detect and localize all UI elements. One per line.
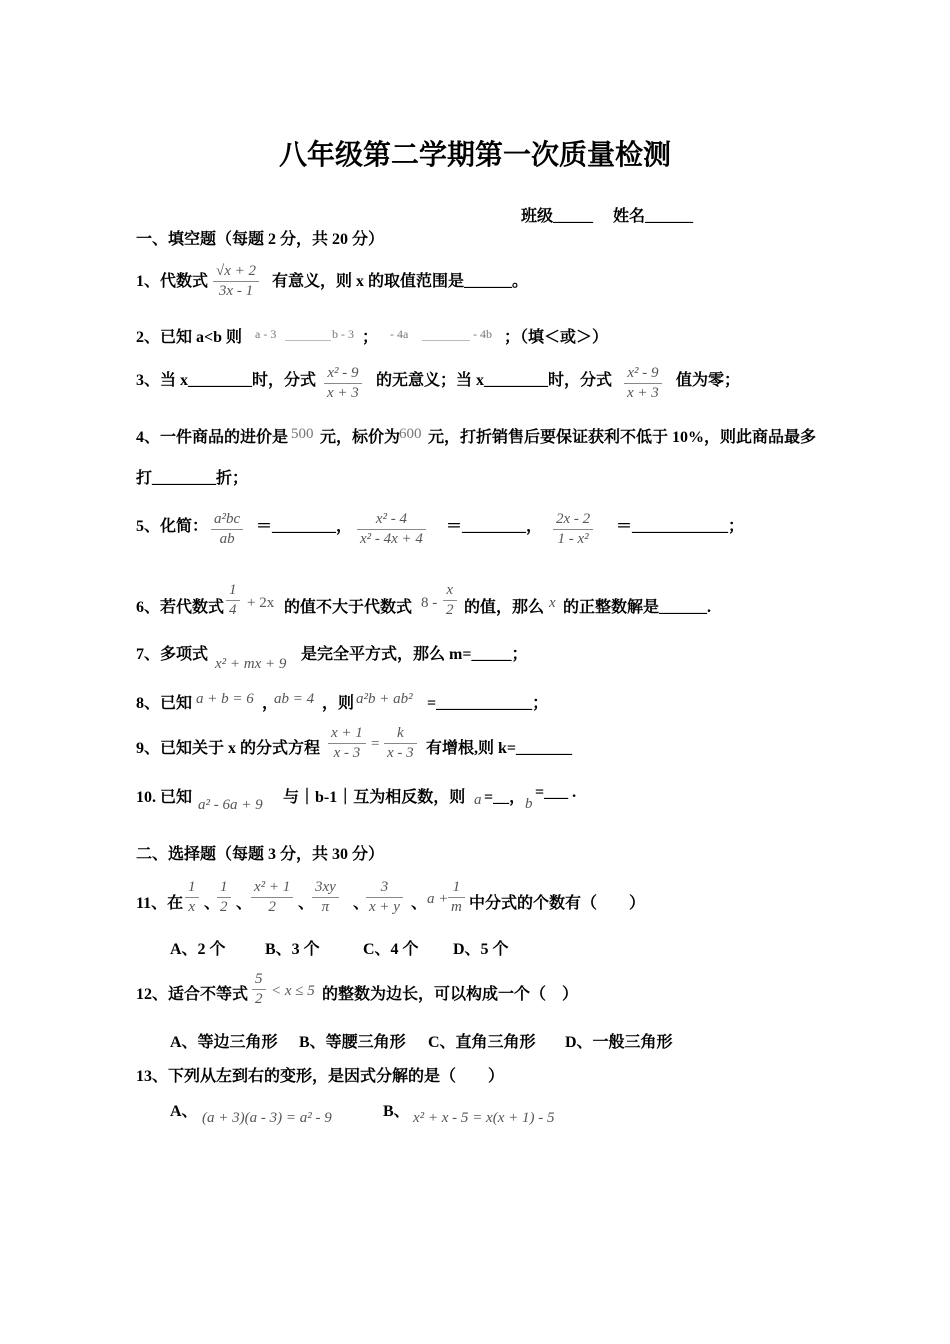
q10-prefix: 10. 已知	[136, 789, 193, 806]
q8-expr3: a²b + ab²	[356, 691, 413, 707]
q7-suffix: 是完全平方式，那么 m=_____；	[301, 646, 528, 663]
q11-sep1: 、	[204, 895, 221, 912]
q11-expr6: a +	[427, 891, 449, 907]
q3-part1: 3、当 x________时，分式	[136, 372, 317, 389]
q11-option-d: D、5 个	[453, 941, 509, 958]
q3-fraction2-numerator: x² - 9	[627, 365, 659, 381]
q8-suffix: =____________；	[427, 695, 549, 712]
q6-var: x	[549, 595, 556, 611]
q11-sep2: 、	[236, 895, 253, 912]
q12-option-c: C、直角三角形	[428, 1034, 536, 1051]
q8-prefix: 8、已知	[136, 695, 193, 712]
q11-suffix: 中分式的个数有（ ）	[469, 895, 646, 912]
q2-blank2	[422, 340, 470, 341]
name-field: 姓名______	[613, 208, 694, 225]
q13-option-b-expr: x² + x - 5 = x(x + 1) - 5	[413, 1110, 555, 1126]
q6-mid2: 的值，那么	[464, 599, 545, 616]
q8-mid: ，则	[322, 695, 355, 712]
q3-part3: 值为零；	[676, 372, 741, 389]
q10-blank-b: =___ .	[535, 784, 577, 801]
q3-fraction2-denominator: x + 3	[627, 385, 659, 401]
q11-fraction3-denominator: 2	[268, 899, 276, 915]
q6-fraction1-numerator: 1	[229, 582, 237, 598]
q11-fraction1-numerator: 1	[188, 879, 196, 895]
q9-prefix: 9、已知关于 x 的分式方程	[136, 740, 321, 757]
q13-stem: 13、下列从左到右的变形，是因式分解的是（ ）	[136, 1068, 505, 1085]
q2-expr-a: a - 3	[255, 327, 277, 341]
q6-suffix: 的正整数解是______.	[563, 599, 712, 616]
q11-sep4: 、	[353, 895, 370, 912]
section2-heading: 二、选择题（每题 3 分，共 30 分）	[136, 846, 385, 863]
q11-sep3: 、	[298, 895, 315, 912]
q11-fraction6-denominator: m	[451, 899, 462, 915]
q1-denominator: 3x - 1	[218, 283, 254, 299]
q8-separator: ，	[262, 695, 279, 712]
q11-fraction1-denominator: x	[188, 899, 196, 915]
section1-heading: 一、填空题（每题 2 分，共 20 分）	[136, 231, 385, 248]
q5-fraction2-numerator: x² - 4	[375, 511, 408, 527]
q5-fraction3-numerator: 2x - 2	[556, 511, 591, 527]
q4-line1-a: 4、一件商品的进价是	[136, 429, 289, 446]
q2-expr-b: b - 3	[332, 327, 354, 341]
q6-fraction2-numerator: x	[446, 582, 454, 598]
q6-fraction1	[226, 581, 240, 620]
q10-mid: 与｜b-1｜互为相反数，则	[283, 789, 466, 806]
q11-prefix: 11、在	[136, 895, 184, 912]
q11-fraction1	[185, 878, 199, 917]
q12-option-b: B、等腰三角形	[299, 1034, 406, 1051]
q10-blank-a: =__，	[484, 789, 526, 806]
q2-separator: ；	[362, 329, 379, 346]
q12-option-a: A、等边三角形	[170, 1034, 278, 1051]
q5-fraction1	[211, 510, 243, 549]
q10-var-a: a	[474, 792, 482, 808]
q1-numerator: √x + 2	[216, 263, 257, 279]
q6-prefix: 6、若代数式	[136, 599, 225, 616]
q12-fraction-numerator: 5	[255, 971, 263, 987]
q4-line1-b: 元，标价为	[320, 429, 401, 446]
q5-fraction1-denominator: ab	[219, 531, 235, 547]
q4-line1-c: 元，打折销售后要保证获利不低于 10%，则此商品最多	[428, 429, 817, 446]
q5-equals3: ＝____________；	[616, 518, 745, 535]
q11-fraction4-denominator: π	[321, 899, 330, 915]
q3-fraction2	[624, 364, 662, 403]
q4-price: 600	[399, 426, 422, 442]
q6-fraction1-denominator: 4	[229, 602, 237, 618]
q10-var-b: b	[525, 796, 533, 812]
q2-prefix: 2、已知 a<b 则	[136, 329, 243, 346]
q5-fraction3	[553, 510, 593, 549]
q11-option-a: A、2 个	[170, 941, 226, 958]
q13-option-a-expr: (a + 3)(a - 3) = a² - 9	[202, 1110, 332, 1126]
q11-fraction6-numerator: 1	[452, 879, 461, 895]
q11-fraction6	[448, 878, 465, 917]
q5-fraction1-numerator: a²bc	[214, 511, 241, 527]
q9-fraction2-denominator: x - 3	[387, 745, 414, 761]
q5-fraction3-denominator: 1 - x²	[557, 531, 589, 547]
q12-suffix: 的整数为边长，可以构成一个（ ）	[322, 986, 579, 1003]
q11-fraction5-numerator: 3	[380, 879, 389, 895]
q11-option-b: B、3 个	[265, 941, 320, 958]
q11-fraction2-numerator: 1	[220, 879, 228, 895]
q5-fraction2	[357, 510, 426, 549]
q2-blank1	[285, 340, 331, 341]
q5-fraction2-denominator: x² - 4x + 4	[360, 531, 423, 547]
q3-part2: 的无意义；当 x________时，分式	[376, 372, 613, 389]
q12-inequality: < x ≤ 5	[271, 983, 315, 999]
q4-cost: 500	[291, 426, 314, 442]
q6-expr1: + 2x	[247, 595, 275, 611]
q4-line2: 打________折；	[136, 470, 249, 487]
q11-sep5: 、	[411, 895, 428, 912]
q11-fraction5	[366, 878, 403, 917]
q5-prefix: 5、化简：	[136, 518, 209, 535]
q9-fraction1-denominator: x - 3	[333, 745, 361, 761]
q12-option-d: D、一般三角形	[565, 1034, 673, 1051]
q11-fraction5-denominator: x + y	[369, 899, 400, 915]
q6-fraction2-denominator: 2	[446, 602, 454, 618]
q12-fraction-denominator: 2	[255, 991, 263, 1007]
q3-fraction1	[324, 364, 362, 403]
page-title: 八年级第二学期第一次质量检测	[278, 140, 671, 171]
q13-option-a-label: A、	[170, 1103, 198, 1120]
q11-option-c: C、4 个	[363, 941, 419, 958]
q7-prefix: 7、多项式	[136, 646, 209, 663]
q2-suffix: ；（填＜或＞）	[504, 329, 609, 346]
q6-fraction2	[443, 581, 457, 620]
q9-fraction2	[384, 724, 417, 763]
q8-expr2: ab = 4	[274, 691, 315, 707]
q8-expr1: a + b = 6	[196, 691, 254, 707]
q11-fraction4-numerator: 3xy	[315, 879, 336, 895]
q10-expr: a² - 6a + 9	[198, 797, 263, 813]
q5-equals2: ＝________，	[446, 518, 543, 535]
q1-fraction	[213, 262, 259, 301]
q12-fraction	[252, 970, 266, 1009]
q11-fraction2	[217, 878, 231, 917]
q1-suffix: 有意义，则 x 的取值范围是______。	[272, 273, 529, 290]
q6-expr2: 8 -	[421, 595, 438, 611]
q9-equals: =	[371, 736, 380, 752]
q9-fraction1	[328, 724, 366, 763]
q6-mid: 的值不大于代数式	[284, 599, 413, 616]
q11-fraction3	[251, 878, 293, 917]
q12-prefix: 12、适合不等式	[136, 986, 249, 1003]
class-field: 班级_____	[521, 208, 594, 225]
q2-expr-d: - 4b	[473, 327, 492, 341]
q5-equals1: ＝________，	[256, 518, 353, 535]
q11-fraction3-numerator: x² + 1	[254, 879, 291, 895]
q7-expr: x² + mx + 9	[215, 656, 287, 672]
q13-option-b-label: B、	[383, 1103, 410, 1120]
q11-fraction4	[312, 878, 339, 917]
q3-fraction1-numerator: x² - 9	[327, 365, 359, 381]
q11-fraction2-denominator: 2	[220, 899, 228, 915]
q2-expr-c: - 4a	[390, 327, 409, 341]
q9-fraction1-numerator: x + 1	[331, 725, 363, 741]
q3-fraction1-denominator: x + 3	[327, 385, 359, 401]
q9-suffix: 有增根,则 k=_______	[426, 740, 573, 757]
q1-prefix: 1、代数式	[136, 273, 209, 290]
q9-fraction2-numerator: k	[396, 725, 404, 741]
